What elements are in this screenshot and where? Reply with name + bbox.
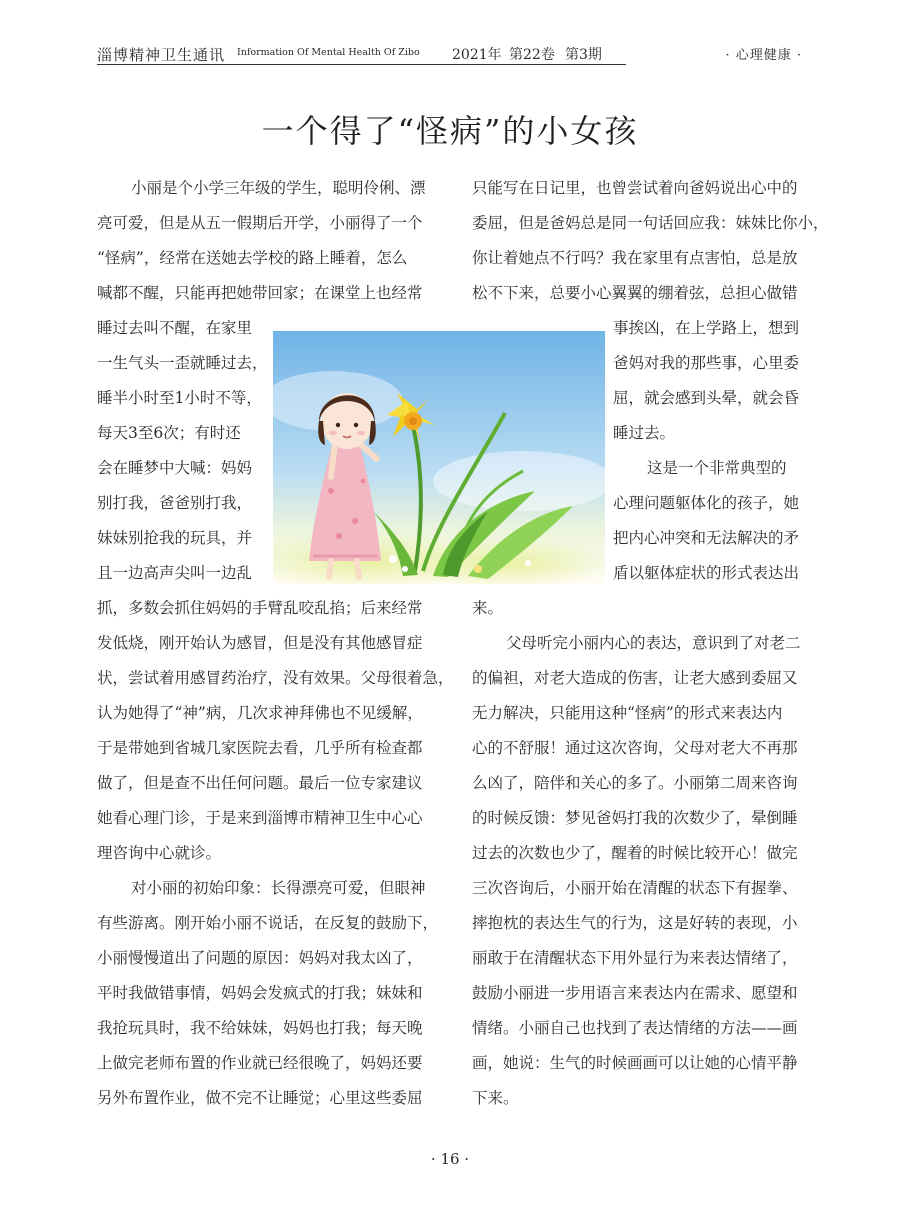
text-line: 妹妹别抢我的玩具，并 bbox=[97, 529, 253, 547]
text-line: 心的不舒服！通过这次咨询，父母对老大不再那 bbox=[472, 739, 798, 757]
text-line: 把内心冲突和无法解决的矛 bbox=[613, 529, 800, 547]
text-line: 她看心理门诊，于是来到淄博市精神卫生中心心 bbox=[97, 809, 423, 827]
text-line: 对小丽的初始印象：长得漂亮可爱，但眼神 bbox=[131, 879, 426, 897]
girl-with-daffodil-illustration bbox=[273, 331, 605, 584]
text-line: 鼓励小丽进一步用语言来表达内在需求、愿望和 bbox=[472, 984, 798, 1002]
journal-english-name: Information Of Mental Health Of Zibo bbox=[237, 47, 420, 58]
text-line: 心理问题躯体化的孩子，她 bbox=[613, 494, 800, 512]
journal-issue: 第3期 bbox=[565, 47, 602, 63]
text-line: 睡半小时至1小时不等， bbox=[97, 389, 262, 407]
text-line: 平时我做错事情，妈妈会发疯式的打我；妹妹和 bbox=[97, 984, 423, 1002]
text-line: 喊都不醒，只能再把她带回家；在课堂上也经常 bbox=[97, 284, 423, 302]
text-line: 这是一个非常典型的 bbox=[647, 459, 787, 477]
text-line: 状，尝试着用感冒药治疗，没有效果。父母很着急， bbox=[97, 669, 454, 687]
text-line: 抓，多数会抓住妈妈的手臂乱咬乱掐；后来经常 bbox=[97, 599, 423, 617]
text-line: 每天3至6次；有时还 bbox=[97, 424, 241, 442]
text-line: 发低烧，刚开始认为感冒，但是没有其他感冒症 bbox=[97, 634, 423, 652]
text-line: 过去的次数也少了，醒着的时候比较开心！做完 bbox=[472, 844, 798, 862]
text-line: 摔抱枕的表达生气的行为，这是好转的表现，小 bbox=[472, 914, 798, 932]
text-line: 事挨凶，在上学路上，想到 bbox=[613, 319, 800, 337]
text-line: 且一边高声尖叫一边乱 bbox=[97, 564, 253, 582]
text-line: 爸妈对我的那些事，心里委 bbox=[613, 354, 800, 372]
text-line: 会在睡梦中大喊：妈妈 bbox=[97, 459, 253, 477]
text-line: 丽敢于在清醒状态下用外显行为来表达情绪了， bbox=[472, 949, 798, 967]
text-line: 一生气头一歪就睡过去， bbox=[97, 354, 268, 372]
text-line: 上做完老师布置的作业就已经很晚了，妈妈还要 bbox=[97, 1054, 423, 1072]
text-line: 睡过去叫不醒，在家里 bbox=[97, 319, 253, 337]
journal-year: 2021年 bbox=[452, 47, 502, 63]
text-line: 别打我，爸爸别打我， bbox=[97, 494, 253, 512]
text-line: 做了，但是查不出任何问题。最后一位专家建议 bbox=[97, 774, 423, 792]
journal-name: 淄博精神卫生通讯 bbox=[97, 46, 226, 64]
text-line: 画，她说：生气的时候画画可以让她的心情平静 bbox=[472, 1054, 798, 1072]
text-line: 睡过去。 bbox=[613, 424, 676, 442]
text-line: 亮可爱，但是从五一假期后开学，小丽得了一个 bbox=[97, 214, 423, 232]
text-line: 只能写在日记里，也曾尝试着向爸妈说出心中的 bbox=[472, 179, 798, 197]
article-title: 一个得了“怪病”的小女孩 bbox=[261, 112, 639, 150]
text-line: 你让着她点不行吗？我在家里有点害怕，总是放 bbox=[472, 249, 798, 267]
text-line: 屈，就会感到头晕，就会昏 bbox=[613, 389, 800, 407]
text-line: 小丽是个小学三年级的学生，聪明伶俐、漂 bbox=[131, 179, 426, 197]
text-line: 理咨询中心就诊。 bbox=[97, 844, 222, 862]
text-line: 的偏袒，对老大造成的伤害，让老大感到委屈又 bbox=[472, 669, 798, 687]
text-line: 无力解决，只能用这种“怪病”的形式来表达内 bbox=[472, 704, 783, 722]
text-line: 有些游离。刚开始小丽不说话，在反复的鼓励下， bbox=[97, 914, 439, 932]
text-line: 我抢玩具时，我不给妹妹，妈妈也打我；每天晚 bbox=[97, 1019, 423, 1037]
text-line: “怪病”，经常在送她去学校的路上睡着，怎么 bbox=[97, 249, 408, 267]
text-line: 认为她得了“神”病，几次求神拜佛也不见缓解， bbox=[97, 704, 423, 722]
page-number: · 16 · bbox=[430, 1150, 470, 1168]
text-line: 情绪。小丽自己也找到了表达情绪的方法——画 bbox=[472, 1019, 798, 1037]
text-line: 松不下来，总要小心翼翼的绷着弦，总担心做错 bbox=[472, 284, 798, 302]
text-line: 么凶了，陪伴和关心的多了。小丽第二周来咨询 bbox=[472, 774, 798, 792]
text-line: 另外布置作业，做不完不让睡觉；心里这些委屈 bbox=[97, 1089, 423, 1107]
text-line: 委屈，但是爸妈总是同一句话回应我：妹妹比你小， bbox=[472, 214, 829, 232]
text-line: 于是带她到省城几家医院去看，几乎所有检查都 bbox=[97, 739, 423, 757]
section-label: · 心理健康 · bbox=[725, 48, 802, 63]
text-line: 下来。 bbox=[472, 1089, 519, 1107]
text-line: 盾以躯体症状的形式表达出 bbox=[613, 564, 800, 582]
text-line: 小丽慢慢道出了问题的原因：妈妈对我太凶了， bbox=[97, 949, 423, 967]
text-line: 三次咨询后，小丽开始在清醒的状态下有握拳、 bbox=[472, 879, 798, 897]
journal-volume: 第22卷 bbox=[509, 47, 555, 63]
running-header bbox=[97, 42, 626, 65]
text-line: 的时候反馈：梦见爸妈打我的次数少了，晕倒睡 bbox=[472, 809, 798, 827]
text-line: 来。 bbox=[472, 599, 504, 617]
text-line: 父母听完小丽内心的表达，意识到了对老二 bbox=[506, 634, 801, 652]
